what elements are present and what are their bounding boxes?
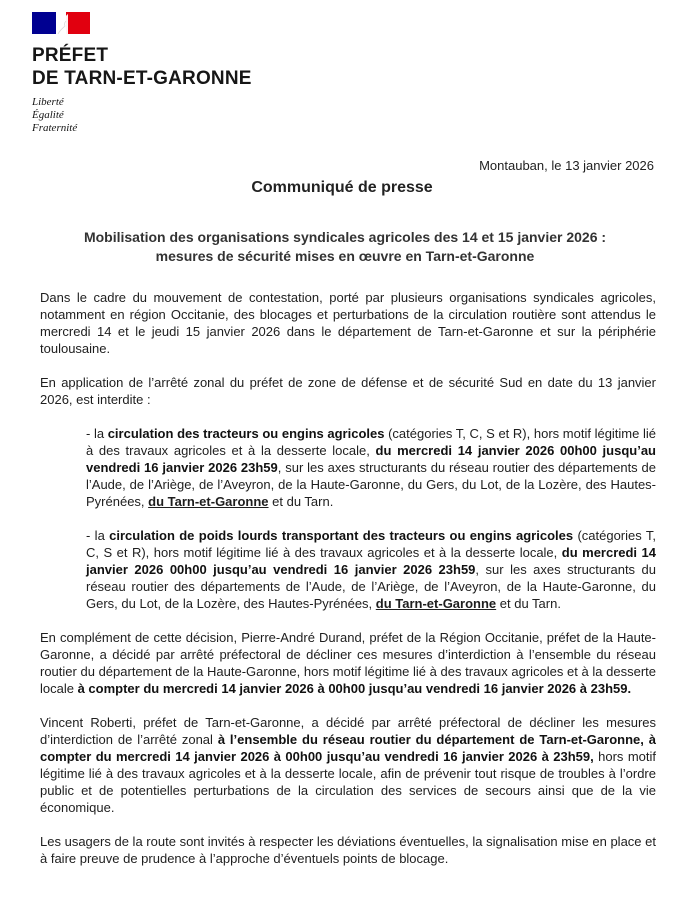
page-title: Communiqué de presse bbox=[251, 179, 433, 196]
paragraph-haute-garonne: En complément de cette décision, Pierre-André Durand, préfet de la Région Occitanie, préfet de la Haute-Garonne, a décidé par arrêté préfectoral de décliner ces mesures d’interdiction à l’ensemble du réseau routier du département de la Haute-Garonne, hors motif légitime lié à des travaux agricoles et à la desserte locale à compter du mercredi 14 janvier 2026 à 00h00 jusqu’au vendredi 16 janvier 2026 à 23h59. bbox=[40, 630, 656, 696]
motto-fraternite: Fraternité bbox=[32, 122, 78, 134]
paragraph-context: Dans le cadre du mouvement de contestation, porté par plusieurs organisations syndicales agricoles, notamment en région Occitanie, des blocages et perturbations de la circulation routière sont attendus le mercredi 14 et le jeudi 15 janvier 2026 dans le département de Tarn-et-Garonne et sur la périphérie toulousaine. bbox=[40, 290, 656, 356]
motto-liberte: Liberté bbox=[32, 96, 64, 108]
paragraph-tarn-et-garonne: Vincent Roberti, préfet de Tarn-et-Garonne, a décidé par arrêté préfectoral de décliner les mesures d’interdiction de l’arrêté zonal à l’ensemble du réseau routier du département de Tarn-et-Garonne, à compter du mercredi 14 janvier 2026 à 00h00 jusqu’au vendredi 16 janvier 2026 à 23h59, hors motif légitime lié à des travaux agricoles et à la desserte locale, afin de prévenir tout risque de troubles à l’ordre public et de potentielles perturbations de la circulation des services de secours ainsi que de la vie économique. bbox=[40, 715, 656, 815]
prefecture-logo bbox=[32, 12, 252, 135]
prefet-title-line1: PRÉFET bbox=[32, 45, 109, 66]
motto-egalite: Égalité bbox=[32, 109, 64, 121]
press-release-date: Montauban, le 13 janvier 2026 bbox=[479, 158, 654, 173]
paragraph-road-users: Les usagers de la route sont invités à respecter les déviations éventuelles, la signalisation mise en place et à faire preuve de prudence à l’approche d’éventuels points de blocage. bbox=[40, 834, 656, 866]
prefet-title-line2: DE TARN-ET-GARONNE bbox=[32, 68, 252, 89]
press-release-subtitle: Mobilisation des organisations syndicales agricoles des 14 et 15 janvier 2026 : mesures de sécurité mises en œuvre en Tarn-et-Garonne bbox=[83, 229, 607, 264]
bullet-tractors: - la circulation des tracteurs ou engins agricoles (catégories T, C, S et R), hors motif légitime lié à des travaux agricoles et à la desserte locale, du mercredi 14 janvier 2026 00h00 jusqu’au vendredi 16 janvier 2026 23h59, sur les axes structurants du réseau routier des départements de l’Aude, de l’Ariège, de l’Aveyron, de la Haute-Garonne, du Gers, du Lot, de la Lozère, des Hautes-Pyrénées, du Tarn-et-Garonne et du Tarn. bbox=[86, 426, 656, 509]
bullet-heavy-trucks: - la circulation de poids lourds transportant des tracteurs ou engins agricoles (catégories T, C, S et R), hors motif légitime lié à des travaux agricoles et à la desserte locale, du mercredi 14 janvier 2026 00h00 jusqu’au vendredi 16 janvier 2026 23h59, sur les axes structurants du réseau routier des départements de l’Aude, de l’Ariège, de l’Aveyron, de la Haute-Garonne, du Gers, du Lot, de la Lozère, des Hautes-Pyrénées, du Tarn-et-Garonne et du Tarn. bbox=[86, 528, 657, 611]
paragraph-application: En application de l’arrêté zonal du préfet de zone de défense et de sécurité Sud en date du 13 janvier 2026, est interdite : bbox=[40, 375, 656, 407]
republic-motto bbox=[32, 96, 252, 135]
marianne-flag-icon bbox=[32, 12, 90, 34]
press-release-body bbox=[40, 289, 656, 867]
